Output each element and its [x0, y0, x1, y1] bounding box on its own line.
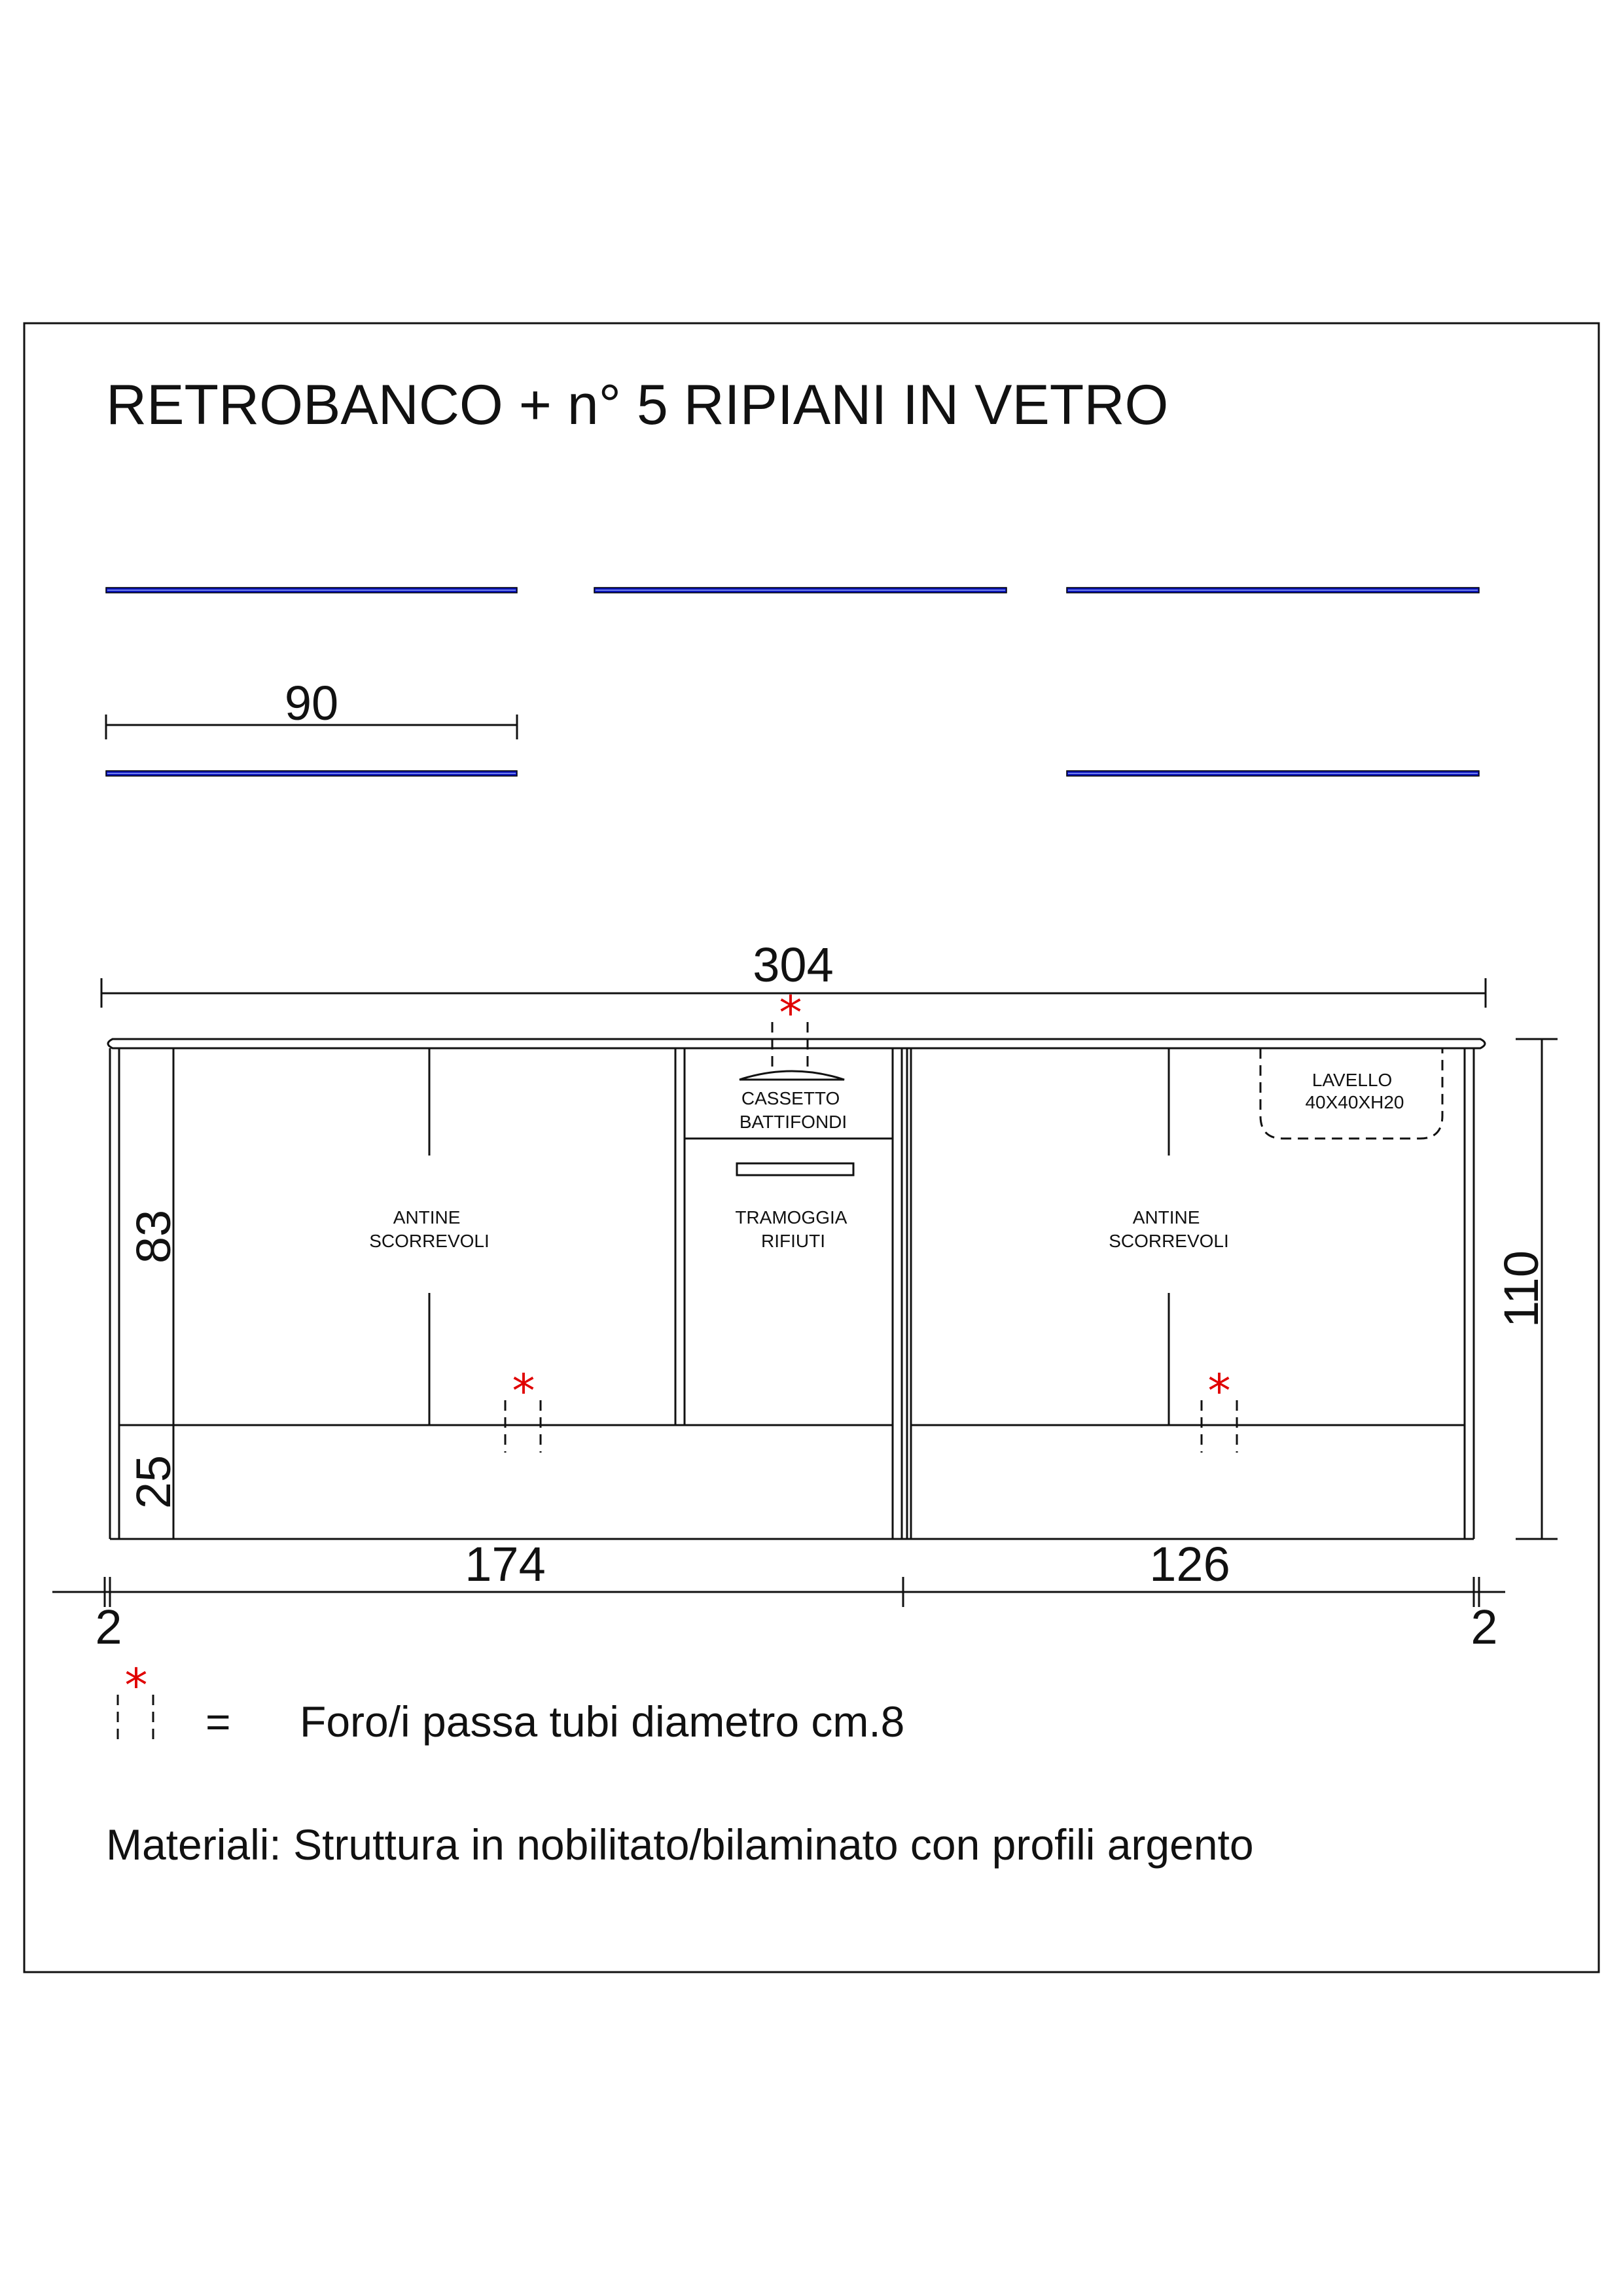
- left-doors-label: ANTINE SCORREVOLI: [369, 1207, 490, 1251]
- hole-marker: *: [779, 986, 802, 1040]
- total-height-dimension: [1494, 1039, 1558, 1539]
- bottom-dimension-chain: [52, 1537, 1505, 1654]
- hole-marker: *: [1207, 1364, 1231, 1418]
- sink-label: LAVELLO 40X40XH20: [1305, 1070, 1404, 1112]
- left-section-label: 174: [465, 1537, 546, 1591]
- base-height-label: 25: [126, 1455, 181, 1510]
- cabinet-elevation: [108, 1039, 1485, 1539]
- glass-shelf: [106, 771, 517, 776]
- hole-marker: *: [512, 1364, 535, 1418]
- hopper-handle: [737, 1163, 853, 1175]
- legend-hole-marker: *: [124, 1659, 148, 1712]
- glass-shelf: [1067, 588, 1479, 593]
- drawer-label: CASSETTO BATTIFONDI: [739, 1088, 847, 1132]
- countertop: [108, 1039, 1485, 1048]
- shelf-width-dimension: [106, 676, 517, 739]
- total-height-label: 110: [1494, 1250, 1548, 1328]
- base-height-dimension: [126, 1425, 183, 1539]
- glass-shelf: [594, 588, 1007, 593]
- pipe-hole-right: [1202, 1364, 1237, 1453]
- pipe-hole-left: [505, 1364, 541, 1453]
- right-section-label: 126: [1149, 1537, 1230, 1591]
- legend-text: Foro/i passa tubi diametro cm.8: [300, 1697, 905, 1746]
- right-doors-label: ANTINE SCORREVOLI: [1109, 1207, 1229, 1251]
- drawer-handle: [740, 1071, 844, 1080]
- legend-equals: =: [205, 1697, 231, 1746]
- hopper-label: TRAMOGGIA RIFIUTI: [735, 1207, 846, 1251]
- right-margin-label: 2: [1471, 1600, 1498, 1654]
- upper-height-dimension: [126, 1048, 181, 1425]
- upper-height-label: 83: [126, 1209, 181, 1264]
- shelf-width-label: 90: [284, 676, 339, 730]
- glass-shelf: [106, 588, 517, 593]
- pipe-hole-top: [772, 986, 808, 1070]
- left-margin-label: 2: [95, 1600, 122, 1654]
- total-width-label: 304: [753, 938, 834, 992]
- glass-shelf: [1067, 771, 1479, 776]
- drawing-title: RETROBANCO + n° 5 RIPIANI IN VETRO: [106, 374, 1169, 436]
- legend: [118, 1659, 904, 1746]
- materials-note: Materiali: Struttura in nobilitato/bilaminato con profili argento: [106, 1820, 1254, 1869]
